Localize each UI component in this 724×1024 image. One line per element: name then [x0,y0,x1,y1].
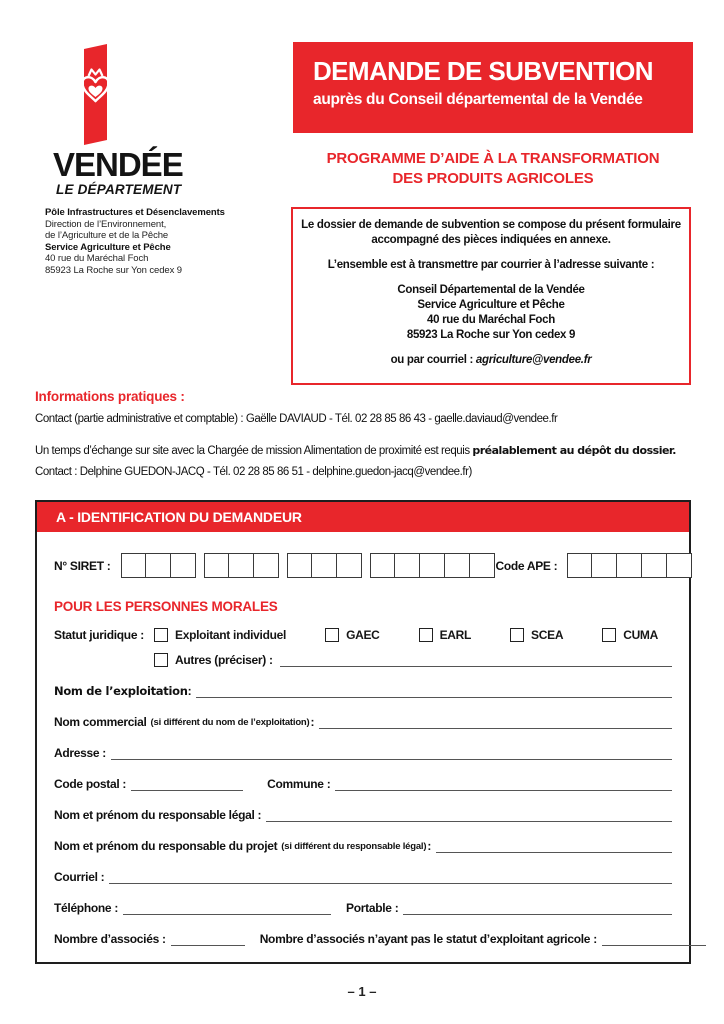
siret-cell[interactable] [146,553,171,578]
checkbox-cuma[interactable] [602,628,616,642]
vendee-double-heart-icon [84,66,107,114]
vendee-tagline: LE DÉPARTEMENT [56,182,182,197]
infos-pratiques-heading: Informations pratiques : [35,389,185,404]
siret-cell-groups [121,553,495,578]
ape-cell[interactable] [592,553,617,578]
field-telephone-portable [54,901,672,915]
field-label: Nom commercial [54,715,147,729]
field-label: Nombre d’associés : [54,932,166,946]
line-responsable-projet[interactable] [436,840,672,853]
line-autres[interactable] [280,654,672,667]
field-label: Nom et prénom du responsable du projet [54,839,278,853]
program-title [293,149,693,189]
ape-cell-group [567,553,692,578]
statut-option-exploitant-individuel [154,628,286,642]
visit-requirement-bold: préalablement au dépôt du dossier. [472,444,676,457]
siret-cell[interactable] [229,553,254,578]
department-address-block [45,207,225,277]
field-courriel [54,870,672,884]
dept-line: Direction de l’Environnement, [45,218,167,230]
statut-option-label: GAEC [346,628,380,642]
autres-row [154,653,672,667]
form-title: DEMANDE DE SUBVENTION [313,56,653,86]
line-responsable-legal[interactable] [266,809,672,822]
section-a-identification [35,500,691,964]
field-label: Portable : [346,901,399,915]
siret-cell[interactable] [287,553,312,578]
statut-label: Statut juridique : [54,628,144,642]
field-label: Adresse : [54,746,106,760]
field-label: Commune : [267,777,331,791]
ape-cell[interactable] [667,553,692,578]
autres-label: Autres (préciser) : [175,653,273,667]
email-address: agriculture@vendee.fr [475,354,592,366]
siret-cell[interactable] [370,553,395,578]
siret-cell[interactable] [337,553,362,578]
statut-option-label: CUMA [623,628,658,642]
siret-cell[interactable] [254,553,279,578]
contact-mission-block [35,440,676,483]
field-label: Téléphone : [54,901,119,915]
line-nom-commercial[interactable] [319,716,672,729]
address-line: Service Agriculture et Pêche [417,299,565,311]
ape-label: Code APE : [495,558,558,573]
siret-cell[interactable] [121,553,146,578]
field-note: (si différent du nom de l’exploitation) [150,717,310,728]
line-nombre-associes[interactable] [171,933,245,946]
contact-admin-line: Contact (partie administrative et comptable) : Gaëlle DAVIAUD - Tél. 02 28 85 86 43 - gaelle.daviaud@vendee.fr [35,413,558,425]
page-number: – 1 – [347,984,377,999]
address-line: 85923 La Roche sur Yon cedex 9 [406,329,576,341]
siret-cell[interactable] [445,553,470,578]
siret-cell[interactable] [204,553,229,578]
statut-option-cuma [602,628,658,642]
statut-option-earl [419,628,471,642]
line-code-postal[interactable] [131,778,243,791]
program-title-line2: DES PRODUITS AGRICOLES [392,170,594,187]
statut-option-label: SCEA [531,628,564,642]
submission-info-box [291,207,691,385]
mailing-address [301,283,681,343]
address-line: 40 rue du Maréchal Foch [427,314,555,326]
statut-options [154,628,672,642]
section-a-header: A - IDENTIFICATION DU DEMANDEUR [37,502,689,532]
line-portable[interactable] [403,902,672,915]
info-paragraph-courriel: ou par courriel : agriculture@vendee.fr [390,354,592,366]
form-subtitle: auprès du Conseil départemental de la Vendée [313,91,643,109]
ape-cell[interactable] [567,553,592,578]
program-title-line1: PROGRAMME D’AIDE À LA TRANSFORMATION [326,150,660,167]
ape-wrap [495,553,692,578]
statut-option-scea [510,628,563,642]
personnes-morales-heading: POUR LES PERSONNES MORALES [54,599,278,614]
siret-row [54,553,672,578]
statut-juridique-row [54,628,672,642]
siret-cell-group [204,553,279,578]
address-line: Conseil Départemental de la Vendée [397,284,585,296]
siret-cell[interactable] [470,553,495,578]
statut-option-label: Exploitant individuel [175,628,287,642]
field-nombre-associes [54,932,672,946]
ape-cell[interactable] [642,553,667,578]
dept-line: de l’Agriculture et de la Pêche [45,230,169,242]
checkbox-earl[interactable] [419,628,433,642]
vendee-wordmark: VENDÉE [53,146,183,183]
siret-cell[interactable] [171,553,196,578]
line-telephone[interactable] [123,902,331,915]
siret-label: N° SIRET : [54,558,111,573]
info-paragraph-dossier: Le dossier de demande de subvention se compose du présent formulaire accompagné des pièces indiquées en annexe. [301,219,681,246]
field-label: Nombre d’associés n’ayant pas le statut d’exploitant agricole : [259,932,597,946]
siret-cell[interactable] [395,553,420,578]
checkbox-exploitant-individuel[interactable] [154,628,168,642]
siret-cell-group [287,553,362,578]
siret-cell[interactable] [312,553,337,578]
field-nom-commercial: Nom commercial (si différent du nom de l’exploitation) : [54,715,672,729]
field-label: Code postal : [54,777,127,791]
checkbox-autres[interactable] [154,653,168,667]
field-responsable-legal [54,808,672,822]
line-adresse[interactable] [111,747,672,760]
checkbox-gaec[interactable] [325,628,339,642]
line-nombre-associes-non-exploitant[interactable] [602,933,706,946]
form-title-banner [293,42,693,133]
siret-cell-group [121,553,196,578]
field-label: Courriel : [54,870,105,884]
siret-cell[interactable] [420,553,445,578]
field-note: (si différent du responsable légal) [281,841,427,852]
field-responsable-projet: Nom et prénom du responsable du projet (si différent du responsable légal) : [54,839,672,853]
contact-mission-line: Contact : Delphine GUEDON-JACQ - Tél. 02 28 85 86 51 - delphine.guedon-jacq@vendee.fr) [35,466,472,478]
checkbox-scea[interactable] [510,628,524,642]
dept-line: 40 rue du Maréchal Foch [45,253,149,265]
ape-cell-group [567,553,692,578]
dept-line: 85923 La Roche sur Yon cedex 9 [45,264,182,276]
line-commune[interactable] [335,778,672,791]
visit-requirement-line: Un temps d’échange sur site avec la Chargée de mission Alimentation de proximité est requis préalablement au dépôt du dossier. [35,444,676,457]
dept-line: Pôle Infrastructures et Désenclavements [45,207,225,218]
vendee-logo-band [84,44,107,145]
field-label: Nom de l’exploitation [54,684,188,698]
field-code-postal-commune [54,777,672,791]
siret-cell-group [370,553,495,578]
dept-line: Service Agriculture et Pêche [45,241,171,253]
ape-cell[interactable] [617,553,642,578]
line-courriel[interactable] [109,871,672,884]
field-adresse [54,746,672,760]
info-paragraph-transmettre: L’ensemble est à transmettre par courrier à l’adresse suivante : [327,259,655,271]
field-nom-exploitation: Nom de l’exploitation : [54,684,672,698]
statut-option-label: EARL [439,628,472,642]
statut-option-gaec [325,628,379,642]
field-label: Nom et prénom du responsable légal : [54,808,262,822]
line-nom-exploitation[interactable] [196,685,672,698]
